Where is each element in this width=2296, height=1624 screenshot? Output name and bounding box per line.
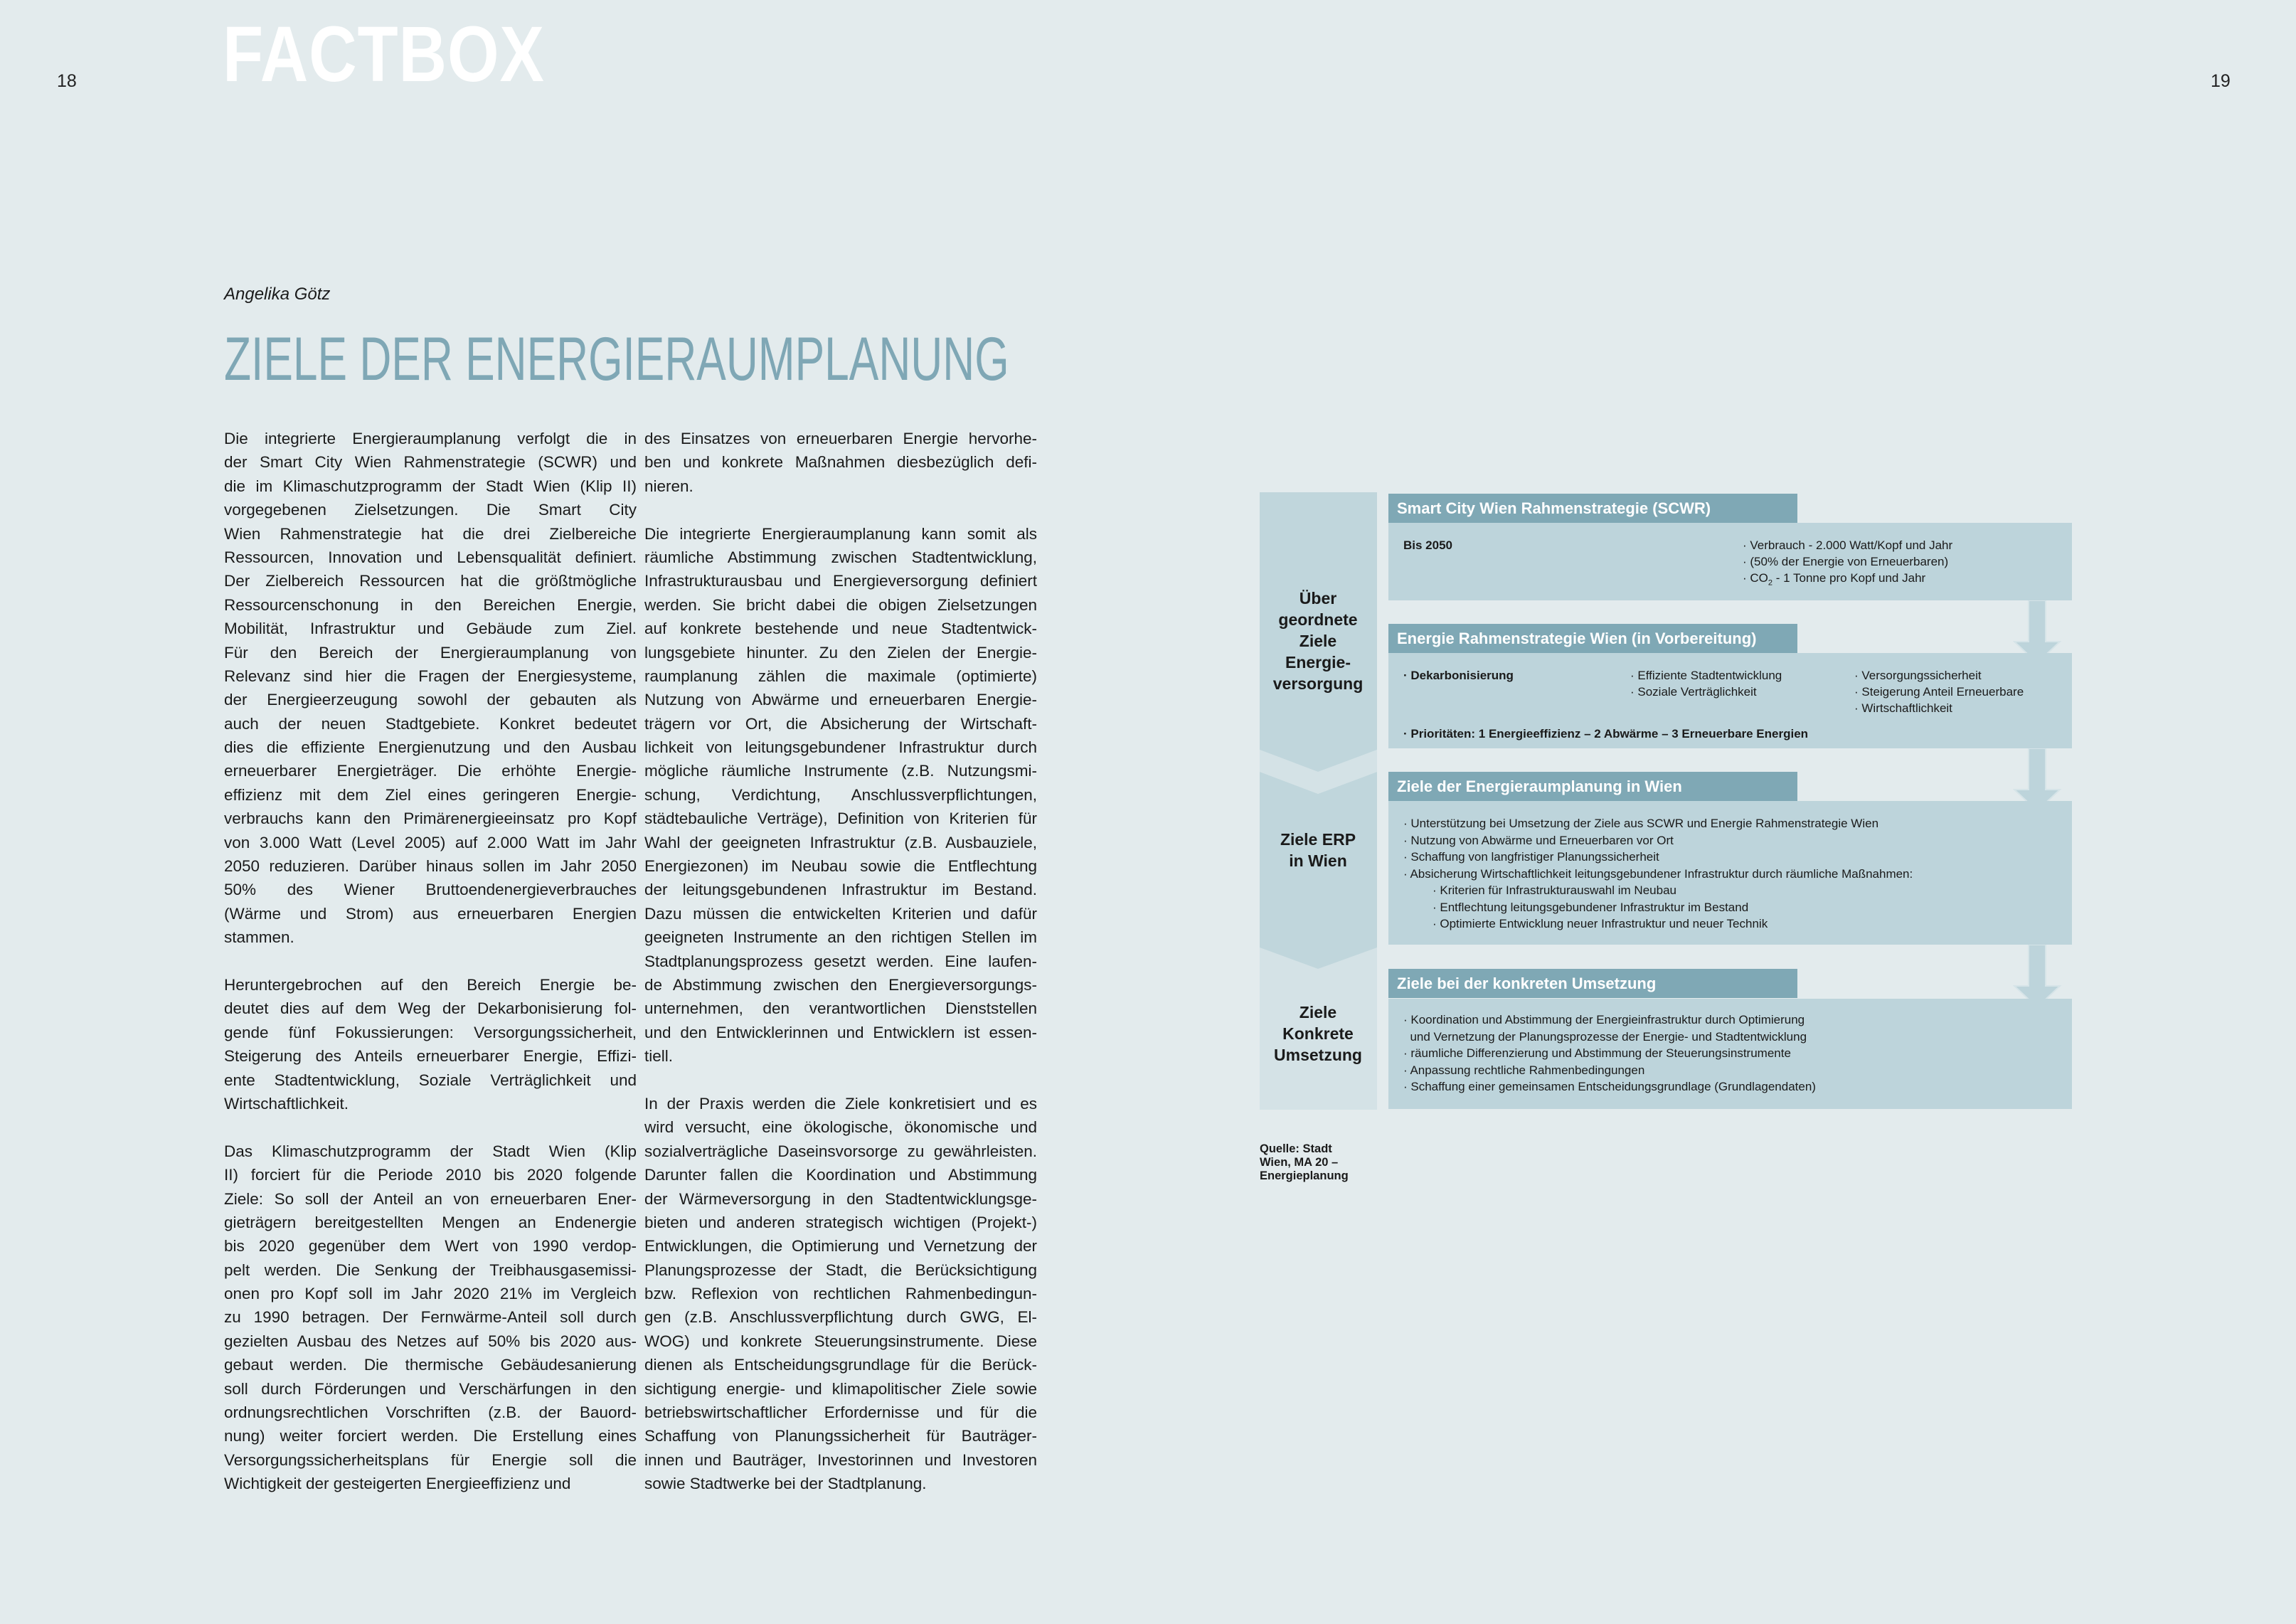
paragraph: [224, 1140, 637, 1496]
text-line: Nutzung von Abwärme und erneuerbaren Energie-: [644, 691, 1037, 709]
text-line: bis 2020 gegenüber dem Wert von 1990 verdop-: [224, 1237, 637, 1256]
erp-item: · Nutzung von Abwärme und Erneuerbaren vor Ort: [1403, 833, 1674, 847]
text-line: (Wärme und Strom) aus erneuerbaren Energien: [224, 904, 637, 923]
text-line: und den Entwicklerinnen und Entwicklern ist essen-: [644, 1023, 1037, 1041]
text-line: sichtigung energie- und klimapolitischer Ziele sowie: [644, 1379, 1037, 1398]
text-line: Energiezonen) im Neubau sowie die Entflechtung: [644, 857, 1037, 876]
text-line: dies die effiziente Energienutzung und den Ausbau: [224, 738, 637, 757]
scwr-item: · Verbrauch - 2.000 Watt/Kopf und Jahr: [1743, 538, 1953, 552]
text-line: Ressourcen, Innovation und Lebensqualität definiert.: [224, 548, 637, 566]
impl-item: und Vernetzung der Planungsprozesse der Energie- und Stadtentwicklung: [1403, 1029, 1807, 1044]
text-line: Steigerung des Anteils erneuerbarer Energie, Effizi-: [224, 1047, 637, 1066]
level-label-implementation: [1260, 1002, 1376, 1066]
erw-item: · Soziale Verträglichkeit: [1630, 685, 1757, 699]
text-line: betriebswirtschaftlicher Erfordernisse und für die: [644, 1403, 1037, 1422]
level-label-superordinate: [1260, 588, 1376, 694]
text-line: vorgegebenen Zielsetzungen. Die Smart City: [224, 501, 637, 519]
impl-item: · Schaffung einer gemeinsamen Entscheidungsgrundlage (Grundlagendaten): [1403, 1080, 1816, 1093]
text-line: Stadtplanungsprozess gesetzt werden. Eine laufen-: [644, 952, 1037, 970]
erw-item: · Versorgungssicherheit: [1854, 669, 1982, 682]
text-line: WOG) und konkrete Steuerungsinstrumente. Diese: [644, 1332, 1037, 1350]
scwr-item-co2: [1743, 570, 1925, 592]
text-line: erneuerbarer Energieträger. Die erhöhte Energie-: [224, 762, 637, 780]
text-line: Die integrierte Energieraumplanung verfolgt die in: [224, 430, 637, 447]
text-line: des Einsatzes von erneuerbaren Energie hervorhe-: [644, 430, 1037, 447]
label-line: Ziele: [1299, 1003, 1337, 1021]
text-line: nieren.: [644, 477, 693, 495]
text-line: Die integrierte Energieraumplanung kann somit als: [644, 524, 1037, 543]
text-line: Wahl der geeigneten Infrastruktur (z.B. Ausbauziele,: [644, 833, 1037, 851]
scwr-item: · (50% der Energie von Erneuerbaren): [1743, 555, 1949, 568]
label-line: in Wien: [1289, 851, 1347, 870]
text-line: deutet dies auf dem Weg der Dekarbonisierung fol-: [224, 999, 637, 1018]
text-line: Der Zielbereich Ressourcen hat die größtmögliche: [224, 572, 637, 590]
text-line: Wien Rahmenstrategie hat die drei Zielbereiche: [224, 524, 637, 543]
paragraph: [644, 427, 1037, 498]
label-line: Energie-: [1285, 653, 1351, 672]
page-number-left: 18: [57, 71, 77, 91]
label-line: Konkrete: [1282, 1024, 1354, 1043]
text-line: unternehmen, den verantwortlichen Dienststellen: [644, 999, 1037, 1018]
text-line: zu 1990 betragen. Der Fernwärme-Anteil soll durch: [224, 1308, 637, 1327]
label-line: geordnete: [1278, 610, 1358, 629]
erw-item: · Wirtschaftlichkeit: [1854, 701, 1952, 715]
label-line: versorgung: [1272, 674, 1364, 693]
erp-header: Ziele der Energieraumplanung in Wien: [1388, 772, 1797, 801]
arrow-down-icon: [2014, 945, 2060, 1007]
text-line: soll durch Förderungen und Verschärfungen in den: [224, 1379, 637, 1398]
article-title: ZIELE DER ENERGIERAUMPLANUNG: [224, 325, 1009, 393]
text-line: Dazu müssen die entwickelten Kriterien und dafür: [644, 904, 1037, 923]
label-line: Ziele: [1299, 632, 1337, 650]
erw-priorities: · Prioritäten: 1 Energieeffizienz – 2 Abwärme – 3 Erneuerbare Energien: [1403, 727, 1809, 741]
label-line: Umsetzung: [1274, 1046, 1362, 1064]
text-line: Relevanz sind hier die Fragen der Energiesysteme,: [224, 667, 637, 685]
text-line: Schaffung von Planungssicherheit für Bauträger-: [644, 1427, 1037, 1445]
erw-item: · Dekarbonisierung: [1403, 669, 1514, 682]
erp-subitem: · Optimierte Entwicklung neuer Infrastruktur und neuer Technik: [1433, 917, 1768, 930]
text-line: Entwicklungen, die Optimierung und Vernetzung der: [644, 1237, 1037, 1256]
paragraph: [644, 522, 1037, 1068]
text-line: onen pro Kopf soll im Jahr 2020 21% im Vergleich: [224, 1285, 637, 1303]
text-line: gen (z.B. Anschlussverpflichtung durch GWG, El-: [644, 1308, 1037, 1327]
text-line: raumplanung zählen die maximale (optimierte): [644, 667, 1037, 685]
text-line: Ressourcenschonung in den Bereichen Energie,: [224, 595, 637, 614]
erw-item: · Steigerung Anteil Erneuerbare: [1854, 685, 2024, 699]
text-line: II) forciert für die Periode 2010 bis 2020 folgende: [224, 1166, 637, 1184]
erp-subitem: · Kriterien für Infrastrukturauswahl im Neubau: [1433, 883, 1676, 897]
text-line: gende fünf Fokussierungen: Versorgungssicherheit,: [224, 1023, 637, 1041]
text-line: nung) weiter forciert werden. Die Erstellung eines: [224, 1427, 637, 1445]
text-line: Infrastrukturausbau und Energieversorgung definiert: [644, 572, 1037, 590]
impl-box: [1388, 999, 2072, 1109]
erp-subitem: · Entflechtung leitungsgebundener Infrastruktur im Bestand: [1433, 900, 1749, 914]
text-line: mögliche räumliche Instrumente (z.B. Nutzungsmi-: [644, 762, 1037, 780]
text-line: ben und konkrete Maßnahmen diesbezüglich defi-: [644, 453, 1037, 472]
section-label: FACTBOX: [223, 11, 545, 98]
co2-prefix: · CO: [1743, 571, 1768, 585]
text-line: dienen als Entscheidungsgrundlage für die Berück-: [644, 1356, 1037, 1374]
scwr-period: Bis 2050: [1403, 538, 1452, 552]
scwr-header: Smart City Wien Rahmenstrategie (SCWR): [1388, 494, 1797, 523]
erp-item: · Schaffung von langfristiger Planungssicherheit: [1403, 850, 1659, 864]
text-line: gieträgern bereitgestellten Mengen an Endenergie: [224, 1213, 637, 1231]
impl-header: Ziele bei der konkreten Umsetzung: [1388, 969, 1797, 998]
text-line: Wirtschaftlichkeit.: [224, 1094, 349, 1113]
text-line: ente Stadtentwicklung, Soziale Verträglichkeit und: [224, 1071, 637, 1089]
text-line: Versorgungssicherheitsplans für Energie soll die: [224, 1450, 637, 1469]
text-line: Darunter fallen die Koordination und Abstimmung: [644, 1166, 1037, 1184]
paragraph: [224, 427, 637, 950]
author: Angelika Götz: [224, 285, 331, 304]
diagram-source: Quelle: Stadt Wien, MA 20 – Energieplanung: [1260, 1142, 1349, 1182]
text-line: der Wärmeversorgung in den Stadtentwicklungsge-: [644, 1189, 1037, 1208]
text-column-1: [224, 427, 637, 1519]
text-line: der Smart City Wien Rahmenstrategie (SCWR) und: [224, 453, 637, 472]
text-line: sozialverträgliche Daseinsvorsorge zu gewährleisten.: [644, 1142, 1037, 1160]
text-line: gebaut werden. Die thermische Gebäudesanierung: [224, 1356, 637, 1374]
text-line: auf konkrete bestehende und neue Stadtentwick-: [644, 620, 1037, 638]
text-line: pelt werden. Die Senkung der Treibhausgasemissi-: [224, 1261, 637, 1279]
text-line: Ziele: So soll der Anteil an von erneuerbaren Ener-: [224, 1189, 637, 1208]
impl-item: · räumliche Differenzierung und Abstimmung der Steuerungsinstrumente: [1403, 1046, 1791, 1060]
text-line: der leitungsgebundenen Infrastruktur im Bestand.: [644, 881, 1037, 899]
text-line: Heruntergebrochen auf den Bereich Energie be-: [224, 975, 637, 994]
text-line: lungsgebiete hinunter. Zu den Zielen der Energie-: [644, 643, 1037, 662]
text-line: die im Klimaschutzprogramm der Stadt Wien (Klip II): [224, 477, 637, 495]
erw-header: Energie Rahmenstrategie Wien (in Vorbereitung): [1388, 624, 1797, 653]
text-line: städtebauliche Verträge), Definition von Kriterien für: [644, 810, 1037, 828]
text-line: 50% des Wiener Bruttoendenergieverbrauches: [224, 881, 637, 899]
paragraph: [224, 973, 637, 1115]
text-line: gezielten Ausbau des Netzes auf 50% bis 2020 aus-: [224, 1332, 637, 1350]
erw-item: · Effiziente Stadtentwicklung: [1630, 669, 1782, 682]
co2-subscript: 2: [1768, 578, 1773, 588]
text-line: ordnungsrechtlichen Vorschriften (z.B. der Bauord-: [224, 1403, 637, 1422]
text-line: geeigneten Instrumente an den richtigen Stellen im: [644, 928, 1037, 947]
text-column-2: [644, 427, 1037, 1519]
impl-item: · Anpassung rechtliche Rahmenbedingungen: [1403, 1063, 1645, 1077]
label-line: Ziele ERP: [1280, 830, 1356, 849]
text-line: tiell.: [644, 1047, 674, 1066]
text-line: schung, Verdichtung, Anschlussverpflichtungen,: [644, 785, 1037, 804]
text-line: 2050 reduzieren. Darüber hinaus sollen im Jahr 2050: [224, 857, 637, 876]
text-line: sowie Stadtwerke bei der Stadtplanung.: [644, 1475, 927, 1493]
paragraph: [644, 1092, 1037, 1496]
text-line: auch der neuen Stadtgebiete. Konkret bedeutet: [224, 714, 637, 733]
impl-item: · Koordination und Abstimmung der Energieinfrastruktur durch Optimierung: [1403, 1013, 1805, 1026]
text-line: de Abstimmung zwischen den Energieversorgungs-: [644, 975, 1037, 994]
text-line: lichkeit von leitungsgebundener Infrastruktur durch: [644, 738, 1037, 757]
text-line: trägern vor Ort, die Absicherung der Wirtschaft-: [644, 714, 1037, 733]
text-line: bieten und anderen strategisch wichtigen (Projekt-): [644, 1213, 1037, 1231]
text-line: Planungsprozesse der Stadt, die Berücksichtigung: [644, 1261, 1037, 1279]
text-line: der Energieerzeugung sowohl der gebauten als: [224, 691, 637, 709]
text-line: Das Klimaschutzprogramm der Stadt Wien (Klip: [224, 1142, 637, 1160]
text-line: In der Praxis werden die Ziele konkretisiert und es: [644, 1094, 1037, 1113]
scwr-box: [1388, 523, 2072, 600]
text-line: bzw. Reflexion von rechtlichen Rahmenbedingun-: [644, 1285, 1037, 1303]
text-line: räumliche Abstimmung zwischen Stadtentwicklung,: [644, 548, 1037, 566]
erp-item: · Absicherung Wirtschaftlichkeit leitungsgebundener Infrastruktur durch räumliche Maßnahmen:: [1403, 866, 1913, 881]
text-line: innen und Bauträger, Investorinnen und Investoren: [644, 1450, 1037, 1469]
text-line: Wichtigkeit der gesteigerten Energieeffizienz und: [224, 1475, 571, 1493]
text-line: effizienz mit dem Ziel eines geringeren Energie-: [224, 785, 637, 804]
co2-suffix: - 1 Tonne pro Kopf und Jahr: [1773, 571, 1926, 585]
text-line: wird versucht, eine ökologische, ökonomische und: [644, 1118, 1037, 1137]
label-line: Über: [1299, 589, 1337, 607]
page-number-right: 19: [2211, 71, 2231, 91]
text-line: Mobilität, Infrastruktur und Gebäude zum Ziel.: [224, 620, 637, 638]
erw-box: [1388, 653, 2072, 748]
erp-box: [1388, 801, 2072, 945]
text-line: Für den Bereich der Energieraumplanung von: [224, 643, 637, 662]
erp-item: · Unterstützung bei Umsetzung der Ziele aus SCWR und Energie Rahmenstrategie Wien: [1403, 817, 1879, 830]
text-line: werden. Sie bricht dabei die obigen Zielsetzungen: [644, 595, 1037, 614]
level-label-erp: [1260, 829, 1376, 871]
text-line: stammen.: [224, 928, 294, 947]
text-line: verbrauchs kann den Primärenergieeinsatz pro Kopf: [224, 810, 637, 828]
text-line: von 3.000 Watt (Level 2005) auf 2.000 Watt im Jahr: [224, 833, 637, 851]
